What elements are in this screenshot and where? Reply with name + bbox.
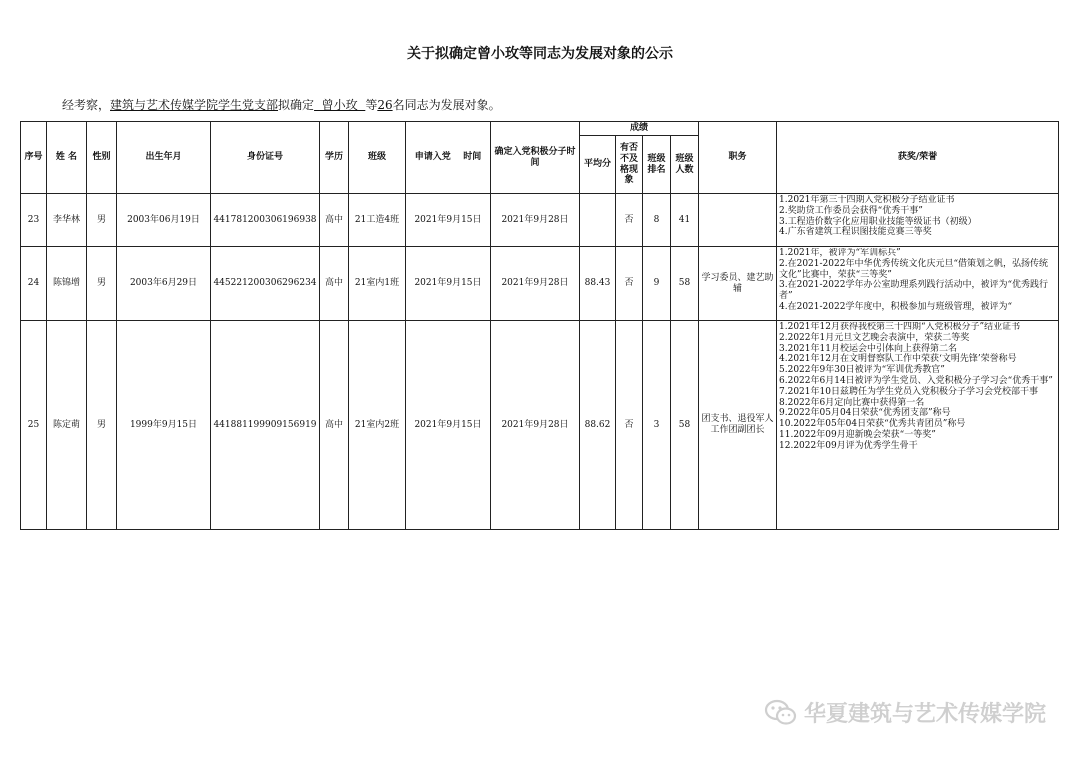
cell-post: 团支书、退役军人工作团副团长: [699, 321, 777, 530]
cell-id: 441781200306196938: [211, 194, 320, 247]
cell-birth: 2003年06月19日: [117, 194, 211, 247]
cell-id: 441881199909156919: [211, 321, 320, 530]
award-item: 2.2022年1月元旦文艺晚会表演中，荣获二等奖: [779, 332, 970, 343]
intro-line: [62, 96, 501, 113]
cell-birth: 1999年9月15日: [117, 321, 211, 530]
award-item: 2.在2021-2022年中华优秀传统文化庆元旦“借策划之帆，弘扬传统文化”比赛中，荣获“三等奖”: [779, 258, 1049, 280]
cell-education: 高中: [320, 247, 349, 321]
cell-post: [699, 194, 777, 247]
award-item: 2.奖助贷工作委员会获得“优秀干事”: [779, 205, 923, 216]
header-scores: 成绩: [580, 122, 699, 136]
header-fail: 有否不及格现象: [616, 136, 643, 194]
award-item: 4.2021年12月在文明督察队工作中荣获‘文明先锋’荣誉称号: [779, 354, 1017, 365]
intro-mid: 拟确定: [278, 98, 315, 112]
header-class: 班级: [349, 122, 406, 194]
cell-post: 学习委员、建艺助辅: [699, 247, 777, 321]
cell-rank: 9: [643, 247, 671, 321]
header-name: 姓 名: [47, 122, 87, 194]
award-item: 5.2022年9年30日被评为“军训优秀教官”: [779, 365, 945, 376]
cell-average: [580, 194, 616, 247]
cell-apply-date: 2021年9月15日: [406, 321, 491, 530]
table-row: [21, 321, 1059, 530]
award-item: 4.在2021-2022学年度中，积极参加与班级管理，被评为“: [779, 301, 1013, 312]
cell-gender: 男: [87, 194, 117, 247]
cell-average: 88.43: [580, 247, 616, 321]
cell-class-size: 58: [671, 247, 699, 321]
cell-awards: [777, 321, 1059, 530]
cell-fail: 否: [616, 321, 643, 530]
cell-activist-date: 2021年9月28日: [491, 194, 580, 247]
header-id: 身份证号: [211, 122, 320, 194]
header-activist-date: 确定入党积极分子时间: [491, 122, 580, 194]
cell-class-size: 58: [671, 321, 699, 530]
cell-average: 88.62: [580, 321, 616, 530]
header-average: 平均分: [580, 136, 616, 194]
intro-prefix: 经考察，: [62, 98, 111, 112]
cell-activist-date: 2021年9月28日: [491, 247, 580, 321]
table-row: [21, 194, 1059, 247]
cell-class: 21室内1班: [349, 247, 406, 321]
award-item: 3.在2021-2022学年办公室助理系列践行活动中，被评为“优秀践行者”: [779, 280, 1049, 302]
cell-no: 24: [21, 247, 47, 321]
wechat-icon: [764, 699, 798, 727]
header-gender: 性别: [87, 122, 117, 194]
cell-awards: [777, 247, 1059, 321]
cell-class: 21室内2班: [349, 321, 406, 530]
watermark: [764, 697, 1046, 728]
cell-birth: 2003年6月29日: [117, 247, 211, 321]
cell-gender: 男: [87, 321, 117, 530]
header-apply-date: 申请入党 时间: [406, 122, 491, 194]
cell-name: 李华林: [47, 194, 87, 247]
header-rank: 班级排名: [643, 136, 671, 194]
award-item: 3.工程造价数字化应用职业技能等级证书（初级）: [779, 216, 977, 227]
candidate-name: 曾小玫: [314, 98, 366, 112]
award-item: 1.2021年第三十四期入党积极分子结业证书: [779, 195, 955, 205]
cell-no: 25: [21, 321, 47, 530]
award-item: 12.2022年09月评为优秀学生骨干: [779, 440, 918, 451]
cell-activist-date: 2021年9月28日: [491, 321, 580, 530]
award-item: 6.2022年6月14日被评为学生党员、入党积极分子学习会“优秀干事”: [779, 375, 1053, 386]
cell-education: 高中: [320, 321, 349, 530]
party-branch-name: 建筑与艺术传媒学院学生党支部: [110, 98, 279, 112]
intro-mid2: 等: [365, 98, 378, 112]
cell-class: 21工造4班: [349, 194, 406, 247]
award-item: 4.广东省建筑工程识图技能竞赛三等奖: [779, 227, 932, 238]
cell-class-size: 41: [671, 194, 699, 247]
candidate-count: 26: [377, 98, 393, 112]
cell-apply-date: 2021年9月15日: [406, 247, 491, 321]
award-item: 9.2022年05月04日荣获“优秀团支部”称号: [779, 408, 951, 419]
cell-rank: 8: [643, 194, 671, 247]
award-item: 1.2021年12月获得我校第三十四期“入党积极分子”结业证书: [779, 322, 1021, 332]
table-row: [21, 247, 1059, 321]
header-class-size: 班级人数: [671, 136, 699, 194]
cell-education: 高中: [320, 194, 349, 247]
award-item: 11.2022年09月迎新晚会荣获“一等奖”: [779, 429, 936, 440]
cell-no: 23: [21, 194, 47, 247]
header-birth: 出生年月: [117, 122, 211, 194]
cell-rank: 3: [643, 321, 671, 530]
header-no: 序号: [21, 122, 47, 194]
header-education: 学历: [320, 122, 349, 194]
document-title: 关于拟确定曾小玫等同志为发展对象的公示: [407, 46, 673, 62]
watermark-text: 华夏建筑与艺术传媒学院: [803, 702, 1046, 727]
cell-apply-date: 2021年9月15日: [406, 194, 491, 247]
cell-name: 陈锦增: [47, 247, 87, 321]
cell-name: 陈定萌: [47, 321, 87, 530]
header-post: 职务: [699, 122, 777, 194]
cell-gender: 男: [87, 247, 117, 321]
cell-fail: 否: [616, 194, 643, 247]
award-item: 1.2021年，被评为“军训标兵”: [779, 248, 901, 258]
cell-fail: 否: [616, 247, 643, 321]
award-item: 10.2022年05年04日荣获“优秀共青团员”称号: [779, 419, 966, 430]
award-item: 3.2021年11月校运会中引体向上获得第二名: [779, 343, 957, 354]
award-item: 7.2021年10日兹聘任为学生党员入党积极分子学习会党校部干事: [779, 386, 1038, 397]
cell-id: 445221200306296234: [211, 247, 320, 321]
award-item: 8.2022年6月定向比赛中获得第一名: [779, 397, 925, 408]
intro-suffix: 名同志为发展对象。: [392, 98, 501, 112]
header-awards: 获奖/荣誉: [777, 122, 1059, 194]
cell-awards: [777, 194, 1059, 247]
candidates-table: [20, 121, 1059, 530]
